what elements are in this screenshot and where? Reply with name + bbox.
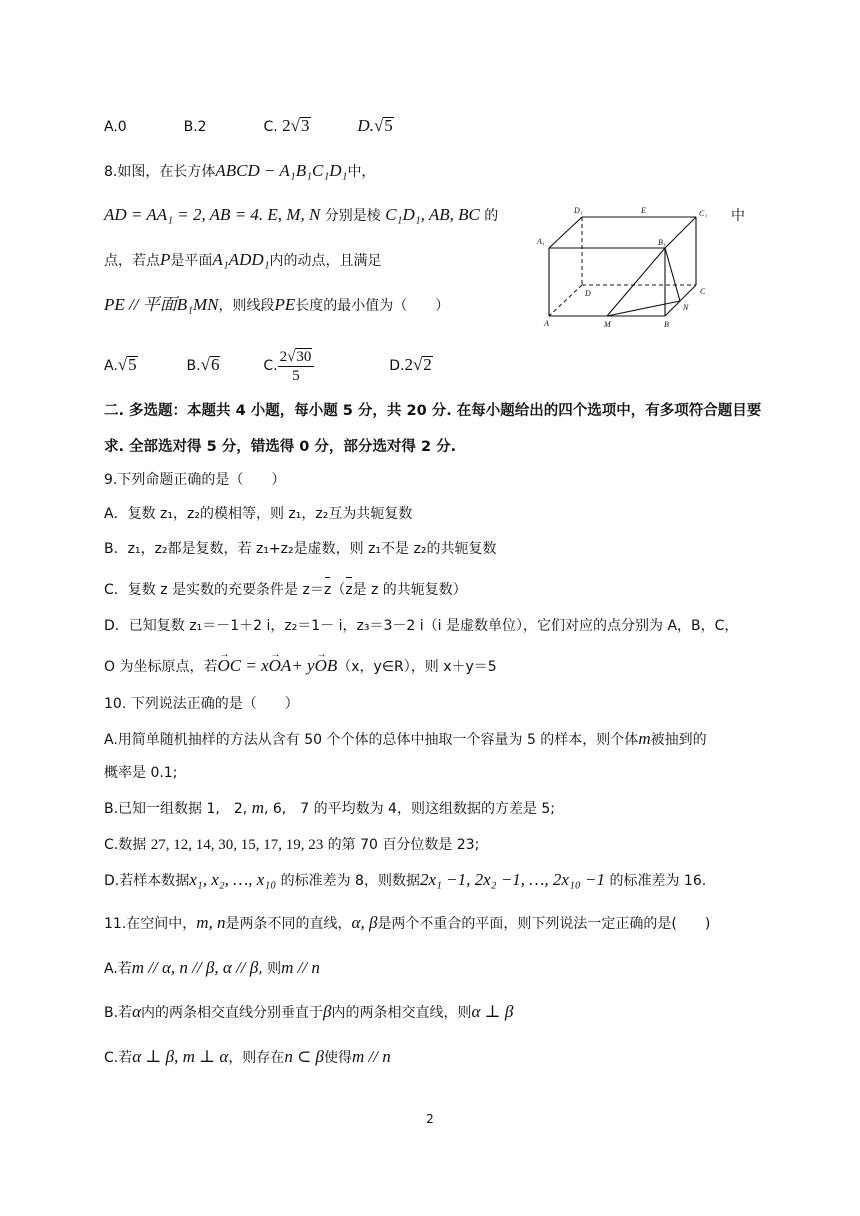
label-c: C: [700, 287, 706, 296]
q8-stem-line4: PE // 平面B₁MN，则线段PE长度的最小值为（ ）: [104, 295, 450, 314]
section2-heading-line1: 二. 多选题：本题共 4 小题，每小题 5 分，共 20 分. 在每小题给出的四个选项中，有多项符合题目要: [104, 403, 762, 419]
label-b: B: [664, 320, 669, 329]
q9-stem: 9.下列命题正确的是（ ）: [104, 472, 286, 488]
q7-option-c: C. 2√3: [263, 116, 310, 135]
q9-option-c: C．复数 z 是实数的充要条件是 z＝z（z是 z 的共轭复数）: [104, 579, 467, 601]
q10-option-c: C.数据 27, 12, 14, 30, 15, 17, 19, 23 的第 70 百分位数是 23;: [104, 837, 480, 853]
cuboid-figure: [535, 203, 725, 333]
q10-option-d: D.若样本数据x₁, x₂, …, x₁₀ 的标准差为 8，则数据2x₁ −1, 2x₂ −1, …, 2x₁₀ −1 的标准差为 16.: [104, 870, 707, 889]
q7-options: [104, 115, 394, 138]
label-e: E: [641, 206, 646, 215]
label-n: N: [683, 303, 689, 312]
q9-option-b: B．z₁，z₂都是复数，若 z₁+z₂是虚数，则 z₁不是 z₂的共轭复数: [104, 541, 497, 557]
q7-option-d: D.√5: [357, 116, 393, 135]
q8-option-c: C. $\frac{2√30}{5}$: [263, 358, 314, 374]
q10-stem: 10. 下列说法正确的是（ ）: [104, 696, 299, 712]
q8-option-d: D.2√2: [389, 355, 432, 374]
q8-stem-line2: AD = AA₁ = 2, AB = 4. E, M, N 分别是棱 C₁D₁, AB, BC 的: [104, 205, 499, 224]
q7-option-b: B.2: [183, 119, 207, 135]
section2-heading-line2: 求. 全部选对得 5 分，错选得 0 分，部分选对得 2 分.: [104, 439, 457, 455]
q10-option-a-line1: A.用简单随机抽样的方法从含有 50 个个体的总体中抽取一个容量为 5 的样本，则个体m被抽到的: [104, 729, 707, 748]
q8-stem-line1: 8.如图，在长方体ABCD − A₁B₁C₁D₁中，: [104, 161, 376, 180]
label-b1: B₁: [658, 238, 666, 247]
q9-option-a: A．复数 z₁，z₂的模相等，则 z₁，z₂互为共轭复数: [104, 506, 413, 522]
q11-option-c: C.若α ⊥ β, m ⊥ α，则存在n ⊂ β使得m // n: [104, 1047, 391, 1066]
q11-stem: 11.在空间中，m, n是两条不同的直线，α, β是两个不重合的平面，则下列说法一定正确的是( ): [104, 913, 711, 932]
q7-option-a: A.0: [104, 119, 127, 135]
label-a1: A₁: [537, 237, 545, 246]
q11-option-a: A.若m // α, n // β, α // β, 则m // n: [104, 958, 320, 977]
q11-option-b: B.若α内的两条相交直线分别垂直于β内的两条相交直线，则α ⊥ β: [104, 1002, 514, 1021]
q8-option-a: A.√5: [104, 355, 137, 374]
q10-option-b: B.已知一组数据 1, 2, m, 6, 7 的平均数为 4，则这组数据的方差是 5;: [104, 798, 556, 817]
label-m: M: [604, 320, 611, 329]
q10-option-a-line2: 概率是 0.1;: [104, 765, 178, 781]
label-c1: C₁: [699, 209, 708, 218]
q8-side-char: 中: [731, 208, 745, 224]
q9-option-d-line1: D．已知复数 z₁＝－1＋2 i，z₂＝1－ i，z₃＝3－2 i（i 是虚数单位），它们对应的点分别为 A，B，C，: [104, 618, 739, 634]
label-d: D: [585, 289, 591, 298]
page-number: 2: [426, 1112, 434, 1126]
q8-option-b: B.√6: [186, 355, 220, 374]
q8-options: [104, 345, 433, 385]
label-d1: D₁: [574, 206, 583, 215]
label-a: A: [544, 319, 549, 328]
q8-stem-line3: 点，若点P是平面A₁ADD₁内的动点，且满足: [104, 250, 382, 269]
q9-option-d-line2: O 为坐标原点，若→ OC = x→ OA+ y→ OB（x，y∈R），则 x＋y＝5: [104, 655, 497, 678]
